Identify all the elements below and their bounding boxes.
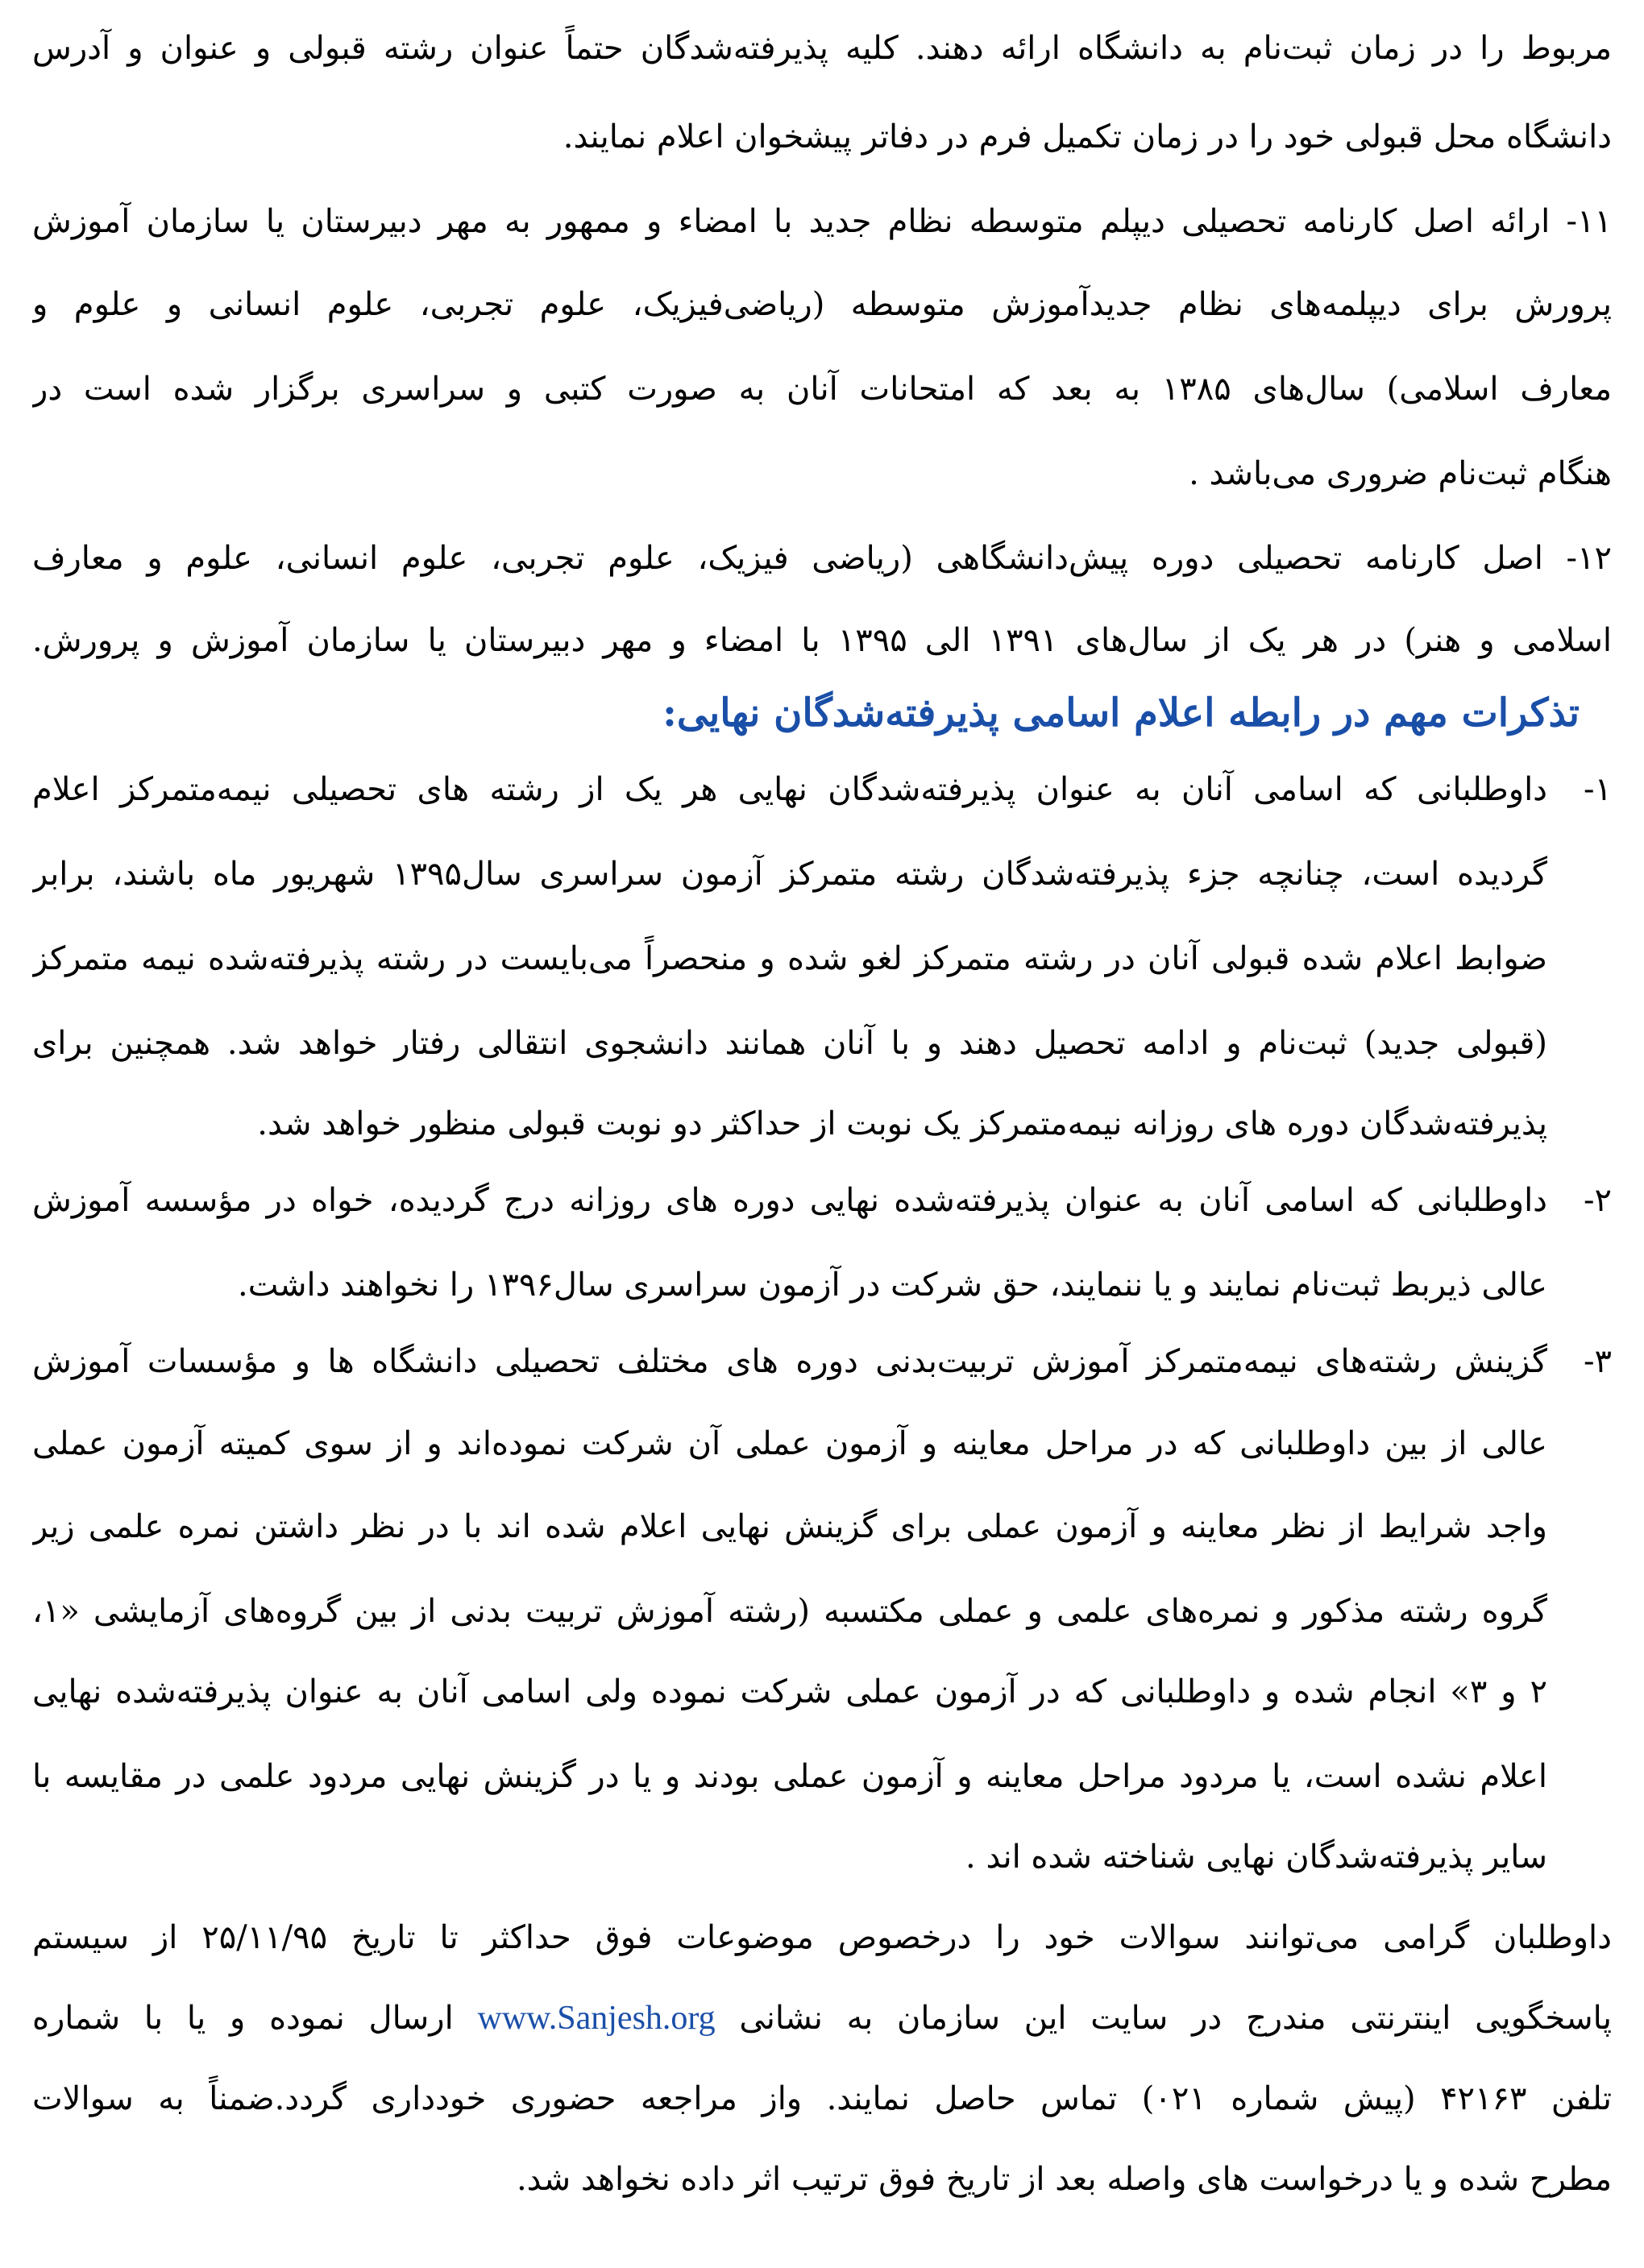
- note-1-line-5: پذیرفته‌شدگان دوره های روزانه نیمه‌متمرکز یک نوبت از حداکثر دو نوبت قبولی منظور خواهد شد.: [257, 1105, 1547, 1142]
- note-3-line-2: عالی از بین داوطلبانی که در مراحل معاینه و آزمون عملی آن شرکت نموده‌اند و از سوی کمیته آزمون عملی: [32, 1425, 1547, 1462]
- closing-line-1: داوطلبان گرامی می‌توانند سوالات خود را درخصوص موضوعات فوق حداکثر تا تاریخ ۲۵/۱۱/۹۵ از سیستم: [32, 1919, 1612, 1956]
- note-1-line-2: گردیده است، چنانچه جزء پذیرفته‌شدگان رشته متمرکز آزمون سراسری سال۱۳۹۵ شهریور ماه باشند، برابر: [32, 856, 1547, 893]
- item-12-line-1: ۱۲- اصل کارنامه تحصیلی دوره پیش‌دانشگاهی (ریاضی فیزیک، علوم تجربی، علوم انسانی، علوم و معارف: [32, 540, 1612, 577]
- note-1-line-3: ضوابط اعلام شده قبولی آنان در رشته متمرکز لغو شده و منحصراً می‌بایست در رشته پذیرفته‌شده نیمه متمرکز: [32, 940, 1547, 977]
- item-11-line-1: ۱۱- ارائه اصل کارنامه تحصیلی دیپلم متوسطه نظام جدید با امضاء و ممهور به مهر دبیرستان یا سازمان آموزش: [32, 203, 1612, 240]
- closing-line-3: تلفن ۴۲۱۶۳ (پیش شماره ۰۲۱) تماس حاصل نمایند. واز مراجعه حضوری خودداری گردد.ضمناً به سوالات: [32, 2080, 1612, 2117]
- item-11-line-4: هنگام ثبت‌نام ضروری می‌باشد .: [1189, 455, 1612, 492]
- document-page: [32, 0, 1612, 2268]
- item-11-line-3: معارف اسلامی) سال‌های ۱۳۸۵ به بعد که امتحانات آنان به صورت کتبی و سراسری برگزار شده است در: [32, 371, 1612, 408]
- note-3-line-3: واجد شرایط از نظر معاینه و آزمون عملی برای گزینش نهایی اعلام شده اند با در نظر داشتن نمره علمی زیر: [32, 1508, 1547, 1545]
- closing-line-4: مطرح شده و یا درخواست های واصله بعد از تاریخ فوق ترتیب اثر داده نخواهد شد.: [516, 2161, 1612, 2198]
- item-11-line-2: پرورش برای دیپلمه‌های نظام جدیدآموزش متوسطه (ریاضی‌فیزیک، علوم تجربی، علوم انسانی و علوم و: [32, 286, 1612, 323]
- note-3-number: ۳-: [1584, 1343, 1612, 1380]
- intro-line-2: دانشگاه محل قبولی خود را در زمان تکمیل فرم در دفاتر پیشخوان اعلام نمایند.: [563, 118, 1612, 155]
- closing-line-2: [32, 1978, 1612, 2059]
- section-heading: تذکرات مهم در رابطه اعلام اسامی پذیرفته‌شدگان نهایی:: [662, 690, 1580, 736]
- note-3-line-7: سایر پذیرفته‌شدگان نهایی شناخته شده اند .: [965, 1839, 1547, 1876]
- note-1-number: ۱-: [1584, 771, 1612, 808]
- note-1-line-1: داوطلبانی که اسامی آنان به عنوان پذیرفته‌شدگان نهایی هر یک از رشته های تحصیلی نیمه‌متمرکز اعلام: [32, 771, 1547, 808]
- note-3-line-1: گزینش رشته‌های نیمه‌متمرکز آموزش تربیت‌بدنی دوره های مختلف تحصیلی دانشگاه ها و مؤسسات آموزش: [32, 1343, 1547, 1380]
- closing-line-2-after: ارسال نموده و یا با شماره: [32, 2000, 454, 2037]
- note-3-line-4: گروه رشته مذکور و نمره‌های علمی و عملی مکتسبه (رشته آموزش تربیت بدنی از بین گروه‌های آزمایشی «۱،: [32, 1593, 1547, 1630]
- note-2-line-1: داوطلبانی که اسامی آنان به عنوان پذیرفته‌شده نهایی دوره های روزانه درج گردیده، خواه در مؤسسه آموزش: [32, 1182, 1547, 1219]
- item-12-line-2: اسلامی و هنر) در هر یک از سال‌های ۱۳۹۱ الی ۱۳۹۵ با امضاء و مهر دبیرستان یا سازمان آموزش و پرورش.: [32, 622, 1612, 659]
- intro-line-1: مربوط را در زمان ثبت‌نام به دانشگاه ارائه دهند. کلیه پذیرفته‌شدگان حتماً عنوان رشته قبولی و عنوان و آدرس: [32, 30, 1612, 67]
- note-3-line-5: ۲ و ۳» انجام شده و داوطلبانی که در آزمون عملی شرکت نموده ولی اسامی آنان به عنوان پذیرفته‌شده نهایی: [32, 1673, 1547, 1710]
- note-2-number: ۲-: [1584, 1182, 1612, 1219]
- website-link[interactable]: www.Sanjesh.org: [477, 2000, 716, 2037]
- note-2-line-2: عالی ذیربط ثبت‌نام نمایند و یا ننمایند، حق شرکت در آزمون سراسری سال۱۳۹۶ را نخواهند داشت.: [238, 1267, 1547, 1304]
- note-3-line-6: اعلام نشده است، یا مردود مراحل معاینه و آزمون عملی بودند و یا در گزینش نهایی مردود علمی در مقایسه با: [32, 1758, 1547, 1795]
- closing-line-2-before: پاسخگویی اینترنتی مندرج در سایت این سازمان به نشانی: [739, 2000, 1612, 2037]
- note-1-line-4: (قبولی جدید) ثبت‌نام و ادامه تحصیل دهند و با آنان همانند دانشجوی انتقالی رفتار خواهد شد. همچنین برای: [32, 1025, 1547, 1062]
